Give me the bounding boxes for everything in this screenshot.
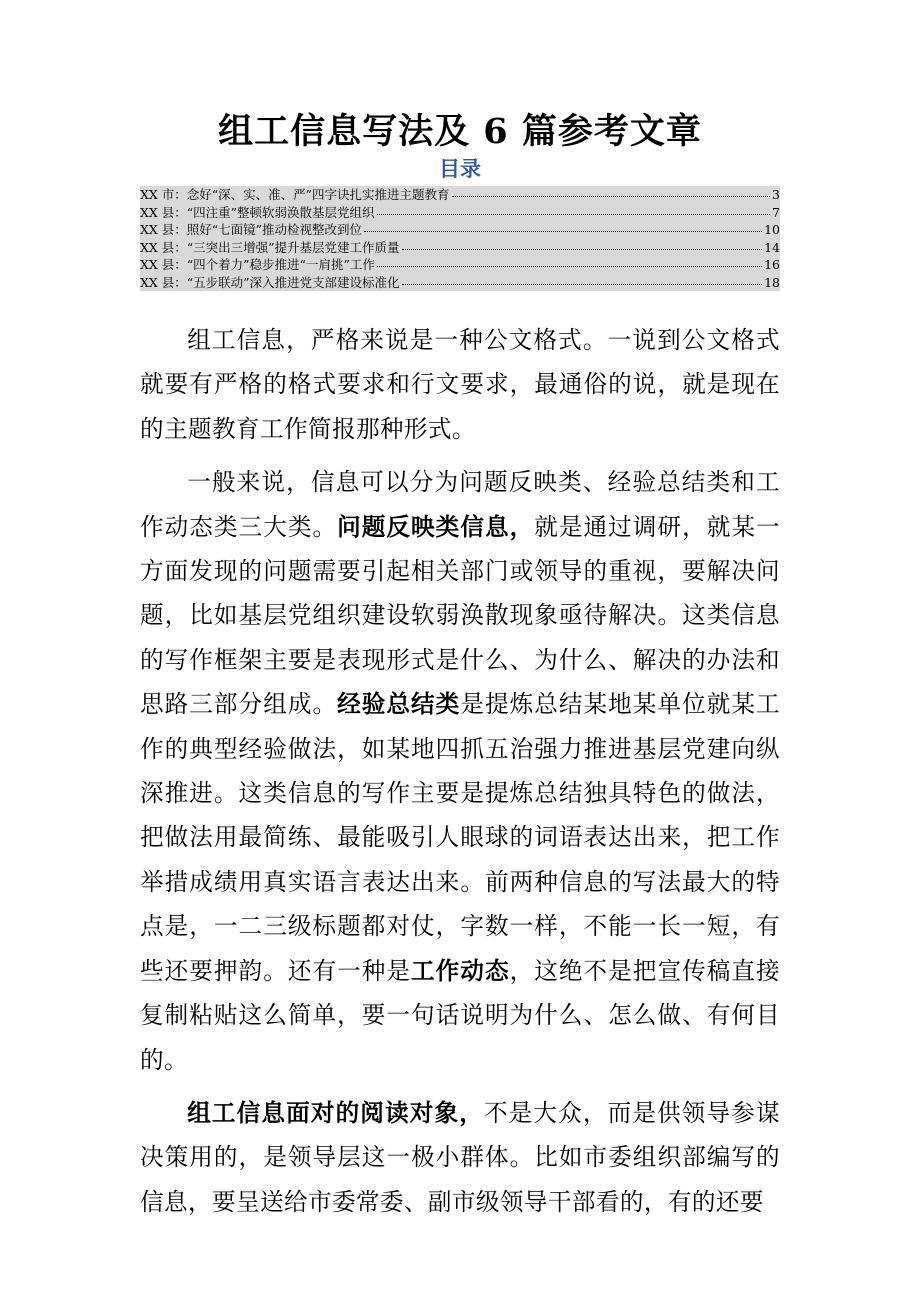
toc-entry[interactable] xyxy=(140,186,780,204)
toc-entry-page: 14 xyxy=(764,239,780,255)
toc-entry-title: XX 市：念好“深、实、准、严”四字诀扎实推进主题教育 xyxy=(140,187,450,202)
toc-entry-page: 7 xyxy=(772,204,780,220)
toc-heading: 目录 xyxy=(439,157,481,181)
toc-entry[interactable] xyxy=(140,221,780,239)
toc-entry-title: XX 县：“四注重”整顿软弱涣散基层党组织 xyxy=(140,204,375,220)
toc-leader-dots xyxy=(364,221,762,232)
bold-term-experience: 经验总结类 xyxy=(337,690,461,719)
document-body xyxy=(140,318,780,1233)
toc-leader-dots xyxy=(402,274,763,285)
toc-leader-dots xyxy=(402,239,763,250)
table-of-contents xyxy=(140,186,780,291)
paragraph-text: 是提炼总结某地某单位就某工作的典型经验做法，如某地四抓五治强力推进基层党建向纵深推进。这类信息的写作主要是提炼总结独具特色的做法，把做法用最简练、最能吸引人眼球的词语表达出来，把工作举措成绩用真实语言表达出来。前两种信息的写法最大的特点是，一二三级标题都对仗，字数一样，不能一长一短，有些还要押韵。还有一种是 xyxy=(140,690,781,985)
toc-entry-title: XX 县：“三突出三增强”提升基层党建工作质量 xyxy=(140,239,400,255)
toc-entry-page: 18 xyxy=(764,274,780,290)
paragraph-text: 不是大众，而是供领导参谋决策用的，是领导层这一极小群体。比如市委组织部编写的信息，要呈送给市委常委、副市级领导干部看的，有的还要 xyxy=(140,1098,780,1216)
bold-term-work-dynamics: 工作动态 xyxy=(411,956,510,985)
toc-entry-title: XX 县：“五步联动”深入推进党支部建设标准化 xyxy=(140,274,400,290)
document-title: 组工信息写法及 6 篇参考文章 xyxy=(218,111,702,152)
toc-entry[interactable] xyxy=(140,274,780,292)
paragraph-text: 就是通过调研，就某一方面发现的问题需要引起相关部门或领导的重视，要解决问题，比如基层党组织建设软弱涣散现象亟待解决。这类信息的写作框架主要是表现形式是什么、为什么、解决的办法和思路三部分组成。 xyxy=(140,512,781,719)
bold-term-audience: 组工信息面对的阅读对象， xyxy=(187,1098,484,1127)
toc-entry[interactable] xyxy=(140,239,780,257)
paragraph-categories xyxy=(140,460,780,1082)
toc-entry[interactable] xyxy=(140,204,780,222)
paragraph-text: ，这绝不是把宣传稿直接复制粘贴这么简单，要一句话说明为什么、怎么做、有何目的。 xyxy=(140,956,780,1074)
toc-entry[interactable] xyxy=(140,256,780,274)
toc-leader-dots xyxy=(377,256,762,267)
toc-entry-page: 10 xyxy=(764,222,780,237)
toc-entry-page: 16 xyxy=(764,257,780,272)
toc-leader-dots xyxy=(452,186,770,197)
bold-term-problem-info: 问题反映类信息， xyxy=(337,512,535,541)
paragraph-text: 一般来说，信息可以分为问题反映类、经验总结类和工作动态类三大类。 xyxy=(140,468,780,541)
toc-entry-title: XX 县：“四个着力”稳步推进“一肩挑”工作 xyxy=(140,257,375,272)
toc-entry-page: 3 xyxy=(772,187,780,202)
toc-entry-title: XX 县：照好“七面镜”推动检视整改到位 xyxy=(140,222,363,237)
paragraph-text: 组工信息，严格来说是一种公文格式。一说到公文格式就要有严格的格式要求和行文要求，最通俗的说，就是现在的主题教育工作简报那种形式。 xyxy=(140,326,780,443)
paragraph-intro xyxy=(140,318,780,451)
toc-leader-dots xyxy=(377,204,770,215)
paragraph-audience xyxy=(140,1091,780,1224)
